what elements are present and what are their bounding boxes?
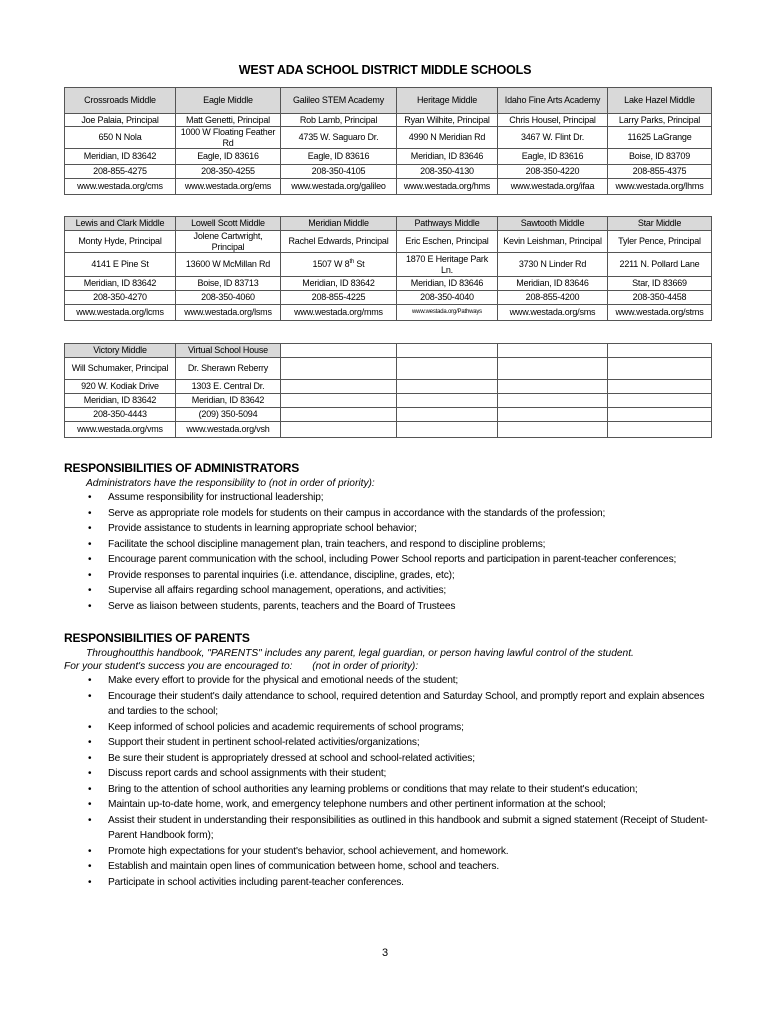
- list-item: [64, 875, 714, 891]
- school-name-cell: Heritage Middle: [397, 88, 498, 114]
- parents-heading: RESPONSIBILITIES OF PARENTS: [64, 631, 250, 645]
- school-info-cell: 3730 N Linder Rd: [498, 253, 608, 277]
- school-info-cell: 4735 W. Saguaro Dr.: [281, 127, 397, 149]
- school-info-cell: Boise, ID 83709: [608, 149, 712, 165]
- school-name-cell: Crossroads Middle: [65, 88, 176, 114]
- school-info-row: [65, 291, 712, 305]
- school-name-cell: Meridian Middle: [281, 217, 397, 231]
- school-info-cell: www.westada.org/galileo: [281, 179, 397, 195]
- list-item: [64, 844, 714, 860]
- school-info-cell: Meridian, ID 83642: [65, 394, 176, 408]
- school-info-cell: [281, 380, 397, 394]
- list-item: [64, 490, 714, 506]
- school-info-cell: www.westada.org/ifaa: [498, 179, 608, 195]
- parents-intro-encouraged: For your student's success you are encouraged to: (not in order of priority):: [64, 661, 419, 672]
- school-name-cell: Idaho Fine Arts Academy: [498, 88, 608, 114]
- school-info-cell: 208-350-4040: [397, 291, 498, 305]
- school-info-cell: www.westada.org/vms: [65, 422, 176, 438]
- school-info-cell: [498, 394, 608, 408]
- bullet-icon: •: [88, 538, 92, 550]
- list-item: [64, 859, 714, 875]
- school-info-cell: Dr. Sherawn Reberry: [176, 358, 281, 380]
- list-item-text: Serve as liaison between students, parents, teachers and the Board of Trustees: [108, 600, 456, 612]
- school-info-cell: Matt Genetti, Principal: [176, 114, 281, 127]
- administrators-intro: Administrators have the responsibility to (not in order of priority):: [86, 478, 375, 489]
- list-item: [64, 599, 714, 615]
- list-item: [64, 720, 714, 736]
- school-info-cell: 208-350-4443: [65, 408, 176, 422]
- school-info-row: [65, 408, 712, 422]
- school-info-cell: 208-855-4275: [65, 165, 176, 179]
- bullet-icon: •: [88, 554, 92, 565]
- school-name-cell: Eagle Middle: [176, 88, 281, 114]
- bullet-icon: •: [88, 861, 92, 872]
- list-item: [64, 552, 714, 568]
- school-info-cell: www.westada.org/sms: [498, 305, 608, 321]
- list-item-text: Provide responses to parental inquiries (i.e. attendance, discipline, grades, etc);: [108, 569, 455, 581]
- school-info-cell: Tyler Pence, Principal: [608, 231, 712, 253]
- school-info-cell: Eagle, ID 83616: [281, 149, 397, 165]
- school-info-cell: 208-350-4255: [176, 165, 281, 179]
- list-item: [64, 673, 714, 689]
- list-item-text: Encourage parent communication with the school, including Power School reports and participation in parent-teacher conferences;: [108, 554, 677, 565]
- school-info-row: [65, 422, 712, 438]
- school-info-cell: Joe Palaia, Principal: [65, 114, 176, 127]
- school-info-cell: 1303 E. Central Dr.: [176, 380, 281, 394]
- list-item: [64, 766, 714, 782]
- school-name-cell: [397, 344, 498, 358]
- school-table: [64, 216, 712, 321]
- bullet-icon: •: [88, 737, 92, 748]
- parents-intro-definition: Throughoutthis handbook, "PARENTS" includes any parent, legal guardian, or person having lawful control of the student.: [86, 648, 634, 659]
- school-info-row: [65, 165, 712, 179]
- school-info-cell: Boise, ID 83713: [176, 277, 281, 291]
- school-name-cell: Pathways Middle: [397, 217, 498, 231]
- school-info-cell: [397, 358, 498, 380]
- list-item-text: Keep informed of school policies and academic requirements of school programs;: [108, 721, 464, 733]
- school-info-row: [65, 253, 712, 277]
- list-item-text: Discuss report cards and school assignments with their student;: [108, 768, 387, 779]
- school-info-cell: 4141 E Pine St: [65, 253, 176, 277]
- list-item: [64, 813, 714, 844]
- school-info-cell: [281, 358, 397, 380]
- list-item-text: Assist their student in understanding their responsibilities as outlined in this handbook and submit a signed statement (Receipt of Student-Parent Handbook form);: [108, 814, 708, 841]
- bullet-icon: •: [88, 799, 92, 810]
- list-item-text: Supervise all affairs regarding school management, operations, and activities;: [108, 585, 447, 596]
- school-info-cell: [281, 408, 397, 422]
- school-info-cell: Meridian, ID 83642: [176, 394, 281, 408]
- school-info-cell: 2211 N. Pollard Lane: [608, 253, 712, 277]
- school-name-cell: Lowell Scott Middle: [176, 217, 281, 231]
- school-header-row: [65, 88, 712, 114]
- school-info-cell: www.westada.org/lcms: [65, 305, 176, 321]
- school-info-cell: 1507 W 8th St: [281, 253, 397, 277]
- school-info-cell: Will Schumaker, Principal: [65, 358, 176, 380]
- list-item-text: Facilitate the school discipline management plan, train teachers, and respond to discipline problems;: [108, 538, 546, 550]
- school-name-cell: Sawtooth Middle: [498, 217, 608, 231]
- school-info-cell: [608, 422, 712, 438]
- school-info-cell: www.westada.org/vsh: [176, 422, 281, 438]
- school-info-cell: Meridian, ID 83642: [281, 277, 397, 291]
- bullet-icon: •: [88, 752, 92, 764]
- school-info-cell: www.westada.org/lhms: [608, 179, 712, 195]
- school-info-row: [65, 277, 712, 291]
- school-info-cell: [498, 358, 608, 380]
- school-info-row: [65, 127, 712, 149]
- school-info-row: [65, 179, 712, 195]
- school-info-cell: [397, 408, 498, 422]
- school-info-cell: [498, 408, 608, 422]
- school-info-cell: 208-855-4225: [281, 291, 397, 305]
- school-info-cell: Monty Hyde, Principal: [65, 231, 176, 253]
- school-info-row: [65, 114, 712, 127]
- bullet-icon: •: [88, 768, 92, 779]
- school-info-cell: 208-350-4270: [65, 291, 176, 305]
- school-info-cell: Rob Lamb, Principal: [281, 114, 397, 127]
- school-info-cell: Meridian, ID 83642: [65, 277, 176, 291]
- school-info-cell: 208-350-4130: [397, 165, 498, 179]
- bullet-icon: •: [88, 675, 92, 686]
- school-name-cell: [281, 344, 397, 358]
- page-number: 3: [381, 947, 389, 959]
- school-info-cell: Meridian, ID 83646: [397, 149, 498, 165]
- administrators-list: [64, 490, 714, 614]
- school-info-cell: www.westada.org/cms: [65, 179, 176, 195]
- school-info-cell: www.westada.org/mms: [281, 305, 397, 321]
- school-name-cell: [608, 344, 712, 358]
- school-info-cell: 208-350-4458: [608, 291, 712, 305]
- school-info-cell: [397, 380, 498, 394]
- school-info-cell: [608, 358, 712, 380]
- list-item: [64, 751, 714, 767]
- school-info-cell: (209) 350-5094: [176, 408, 281, 422]
- list-item: [64, 568, 714, 584]
- school-info-cell: www.westada.org/hms: [397, 179, 498, 195]
- school-info-cell: www.westada.org/Pathways: [397, 305, 498, 321]
- school-info-cell: 13600 W McMillan Rd: [176, 253, 281, 277]
- list-item: [64, 583, 714, 599]
- school-info-cell: Kevin Leishman, Principal: [498, 231, 608, 253]
- school-info-cell: Jolene Cartwright, Principal: [176, 231, 281, 253]
- bullet-icon: •: [88, 523, 92, 534]
- school-info-row: [65, 394, 712, 408]
- administrators-heading: RESPONSIBILITIES OF ADMINISTRATORS: [64, 461, 299, 475]
- school-info-cell: Star, ID 83669: [608, 277, 712, 291]
- list-item: [64, 689, 714, 720]
- school-info-row: [65, 149, 712, 165]
- school-info-cell: 1000 W Floating Feather Rd: [176, 127, 281, 149]
- school-info-cell: 4990 N Meridian Rd: [397, 127, 498, 149]
- school-info-cell: Meridian, ID 83642: [65, 149, 176, 165]
- school-info-cell: [608, 380, 712, 394]
- school-table: [64, 343, 712, 438]
- school-info-cell: www.westada.org/stms: [608, 305, 712, 321]
- bullet-icon: •: [88, 507, 92, 519]
- list-item: [64, 521, 714, 537]
- parents-list: [64, 673, 714, 890]
- school-info-cell: [397, 394, 498, 408]
- list-item-text: Establish and maintain open lines of communication between home, school and teachers.: [108, 861, 500, 872]
- list-item-text: Be sure their student is appropriately dressed at school and school-related activities;: [108, 752, 475, 764]
- list-item-text: Serve as appropriate role models for students on their campus in accordance with the standards of the profession;: [108, 507, 606, 519]
- school-info-cell: 1870 E Heritage Park Ln.: [397, 253, 498, 277]
- list-item-text: Encourage their student's daily attendance to school, required detention and Saturday School, and promptly report and explain absences and tardies to the school;: [108, 690, 705, 717]
- school-info-cell: [281, 422, 397, 438]
- school-info-cell: Larry Parks, Principal: [608, 114, 712, 127]
- list-item-text: Maintain up-to-date home, work, and emergency telephone numbers and other pertinent information at the school;: [108, 799, 606, 810]
- school-info-cell: Ryan Wilhite, Principal: [397, 114, 498, 127]
- school-info-cell: Eagle, ID 83616: [498, 149, 608, 165]
- administrators-section: [64, 461, 714, 614]
- school-header-row: [65, 344, 712, 358]
- list-item-text: Provide assistance to students in learning appropriate school behavior;: [108, 523, 417, 534]
- school-info-cell: [281, 394, 397, 408]
- school-name-cell: Virtual School House: [176, 344, 281, 358]
- school-info-cell: 11625 LaGrange: [608, 127, 712, 149]
- school-name-cell: Victory Middle: [65, 344, 176, 358]
- school-name-cell: Lewis and Clark Middle: [65, 217, 176, 231]
- list-item-text: Support their student in pertinent school-related activities/organizations;: [108, 737, 420, 748]
- list-item-text: Bring to the attention of school authorities any learning problems or conditions that may relate to their student's education;: [108, 783, 638, 795]
- school-info-row: [65, 358, 712, 380]
- school-info-cell: 920 W. Kodiak Drive: [65, 380, 176, 394]
- school-info-cell: 208-350-4220: [498, 165, 608, 179]
- list-item-text: Assume responsibility for instructional leadership;: [108, 492, 324, 503]
- school-info-cell: 208-350-4105: [281, 165, 397, 179]
- school-info-cell: 208-855-4200: [498, 291, 608, 305]
- school-info-cell: Meridian, ID 83646: [397, 277, 498, 291]
- bullet-icon: •: [88, 876, 92, 888]
- school-info-cell: Rachel Edwards, Principal: [281, 231, 397, 253]
- school-info-cell: [608, 408, 712, 422]
- school-info-cell: 208-350-4060: [176, 291, 281, 305]
- school-name-cell: [498, 344, 608, 358]
- school-info-cell: 208-855-4375: [608, 165, 712, 179]
- list-item: [64, 782, 714, 798]
- school-info-cell: www.westada.org/ems: [176, 179, 281, 195]
- bullet-icon: •: [88, 814, 92, 826]
- bullet-icon: •: [88, 569, 92, 581]
- school-name-cell: Star Middle: [608, 217, 712, 231]
- bullet-icon: •: [88, 783, 92, 795]
- school-table: [64, 87, 712, 195]
- school-header-row: [65, 217, 712, 231]
- list-item: [64, 537, 714, 553]
- school-info-cell: Eric Eschen, Principal: [397, 231, 498, 253]
- school-info-cell: 650 N Nola: [65, 127, 176, 149]
- list-item-text: Make every effort to provide for the physical and emotional needs of the student;: [108, 675, 459, 686]
- school-name-cell: Galileo STEM Academy: [281, 88, 397, 114]
- school-info-cell: Chris Housel, Principal: [498, 114, 608, 127]
- school-info-cell: 3467 W. Flint Dr.: [498, 127, 608, 149]
- list-item: [64, 797, 714, 813]
- school-info-cell: Meridian, ID 83646: [498, 277, 608, 291]
- school-name-cell: Lake Hazel Middle: [608, 88, 712, 114]
- parents-section: [64, 631, 714, 890]
- school-info-row: [65, 231, 712, 253]
- bullet-icon: •: [88, 492, 92, 503]
- school-info-cell: www.westada.org/lsms: [176, 305, 281, 321]
- list-item: [64, 735, 714, 751]
- school-info-cell: [498, 422, 608, 438]
- school-info-cell: [397, 422, 498, 438]
- school-info-cell: Eagle, ID 83616: [176, 149, 281, 165]
- bullet-icon: •: [88, 585, 92, 596]
- school-info-cell: [608, 394, 712, 408]
- bullet-icon: •: [88, 721, 92, 733]
- list-item: [64, 506, 714, 522]
- school-info-row: [65, 380, 712, 394]
- school-info-row: [65, 305, 712, 321]
- bullet-icon: •: [88, 690, 92, 702]
- list-item-text: Participate in school activities including parent-teacher conferences.: [108, 876, 404, 888]
- bullet-icon: •: [88, 845, 92, 857]
- bullet-icon: •: [88, 600, 92, 612]
- page-title: WEST ADA SCHOOL DISTRICT MIDDLE SCHOOLS: [238, 63, 532, 77]
- school-info-cell: [498, 380, 608, 394]
- list-item-text: Promote high expectations for your student's behavior, school achievement, and homework.: [108, 845, 509, 857]
